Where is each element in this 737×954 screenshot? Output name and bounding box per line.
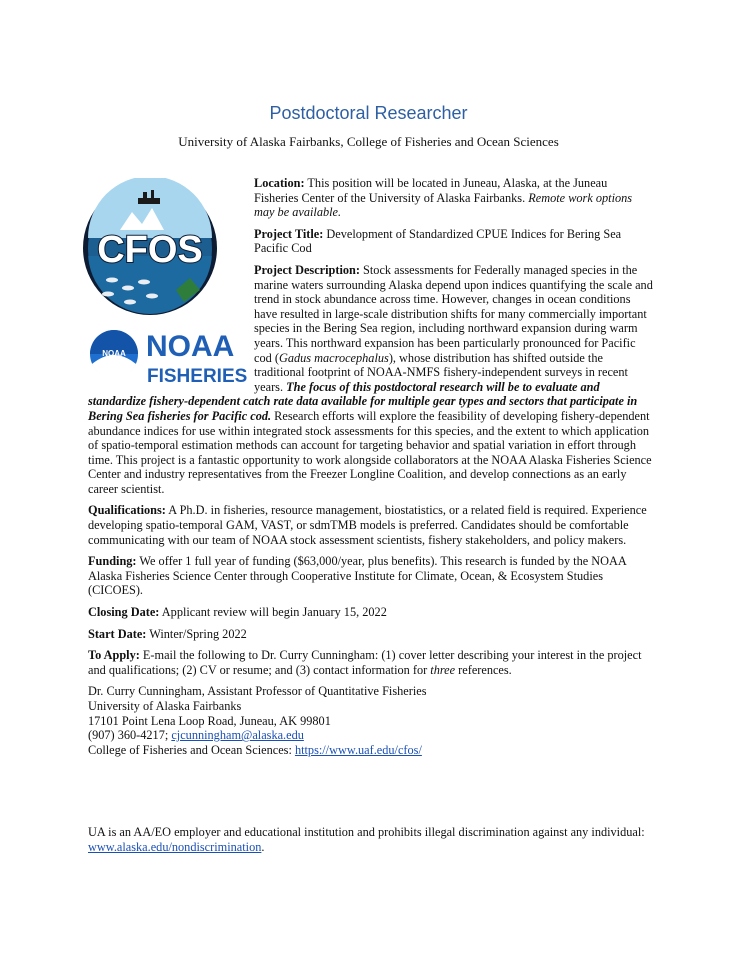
to-apply-label: To Apply: [88,648,140,663]
funding-paragraph [88,554,654,598]
contact-name: Dr. Curry Cunningham, Assistant Professor of Quantitative Fisheries [88,684,427,699]
logo-spacer [88,176,254,394]
start-date-paragraph [88,627,654,642]
project-focus: The focus of this postdoctoral research will be to evaluate and standardize fishery-dependent catch rate data available for multiple gear types and sectors that participate in Bering Sea fisheries for Pacific cod. [88,379,638,423]
nondiscrimination-link[interactable]: www.alaska.edu/nondiscrimination [88,840,262,854]
species-name: Gadus macrocephalus [278,350,389,365]
closing-date-label: Closing Date: [88,605,160,620]
project-description-part3: Research efforts will explore the feasibility of developing fishery-dependent abundance indices for use within integrated stock assessments for this species, and the extent to which application of spatio-temporal estimation methods can account for targeting behavior and spatial variation in effort through time. This project is a fantastic opportunity to work alongside collaborators at the NOAA Alaska Fisheries Science Center and industry representatives from the Freezer Longline Coalition, and develop connections as an early career scientist. [88,408,652,496]
qualifications-label: Qualifications: [88,503,166,518]
body-text [88,176,654,757]
location-remote: Remote work options may be available. [254,190,633,220]
start-date-text: Winter/Spring 2022 [149,626,247,641]
to-apply-emph: three [430,662,456,677]
footer-end: . [261,840,265,854]
location-text: This position will be located in Juneau, Alaska, at the Juneau Fisheries Center of the University of Alaska Fairbanks. [254,176,608,205]
location-label: Location: [254,176,305,190]
funding-label: Funding: [88,554,137,569]
project-description-part2: ), whose distribution has shifted outside the traditional footprint of NOAA-NMFS fishery-independent surveys in recent years. [254,350,628,394]
college-label: College of Fisheries and Ocean Sciences: [88,742,292,757]
fisheries-wordmark: FISHERIES [147,366,248,387]
cfos-logo-text: CFOS [97,229,203,271]
page-title: Postdoctoral Researcher [269,103,468,123]
closing-date-paragraph [88,605,654,620]
contact-college [88,743,654,758]
project-description-part1: Stock assessments for Federally managed species in the marine waters surrounding Alaska depend upon indices quantifying the scale and trend in stock abundance across time. However, changes in ocean conditions have resulted in large-scale distribution shifts for many commercially important species in the Bering Sea region, including northward expansion during warm years. This northward expansion has been particularly pronounced for Pacific cod ( [254,262,653,365]
funding-text: We offer 1 full year of funding ($63,000/year, plus benefits). This research is funded by the NOAA Alaska Fisheries Science Center through Cooperative Institute for Climate, Ocean, & Ecosystem Studies (CICOES). [88,554,627,598]
contact-address: 17101 Point Lena Loop Road, Juneau, AK 99801 [88,713,331,728]
to-apply-part2: references. [458,662,512,677]
noaa-badge-text: NOAA [102,349,126,358]
project-title-text: Development of Standardized CPUE Indices for Bering Sea Pacific Cod [254,226,622,256]
contact-phone: (907) 360-4217; [88,728,169,743]
to-apply-paragraph [88,648,654,677]
contact-phone-email [88,728,654,743]
noaa-wordmark: NOAA [146,330,235,363]
contact-university: University of Alaska Fairbanks [88,699,242,713]
contact-email-link[interactable]: cjcunningham@alaska.edu [171,728,304,743]
college-url-link[interactable]: https://www.uaf.edu/cfos/ [294,742,422,757]
closing-date-text: Applicant review will begin January 15, 2022 [161,605,387,620]
contact-block [88,684,654,757]
footer-text: UA is an AA/EO employer and educational institution and prohibits illegal discrimination against any individual: [88,825,645,839]
qualifications-text: A Ph.D. in fisheries, resource management, biostatistics, or a related field is required. Experience developing spatio-temporal GAM, VAST, or sdmTMB models is preferred. Candidates should be comfortable communicating with our team of NOAA stock assessment scientists, fishery stakeholders, and policy makers. [88,503,647,547]
page-subtitle: University of Alaska Fairbanks, College of Fisheries and Ocean Sciences [178,134,559,149]
qualifications-paragraph [88,503,654,547]
to-apply-part1: E-mail the following to Dr. Curry Cunningham: (1) cover letter describing your interest in the project and qualifications; (2) CV or resume; and (3) contact information for [88,648,642,677]
project-description-label: Project Description: [254,262,360,277]
start-date-label: Start Date: [88,626,147,641]
project-title-label: Project Title: [254,226,324,241]
footer-notice [88,825,654,855]
